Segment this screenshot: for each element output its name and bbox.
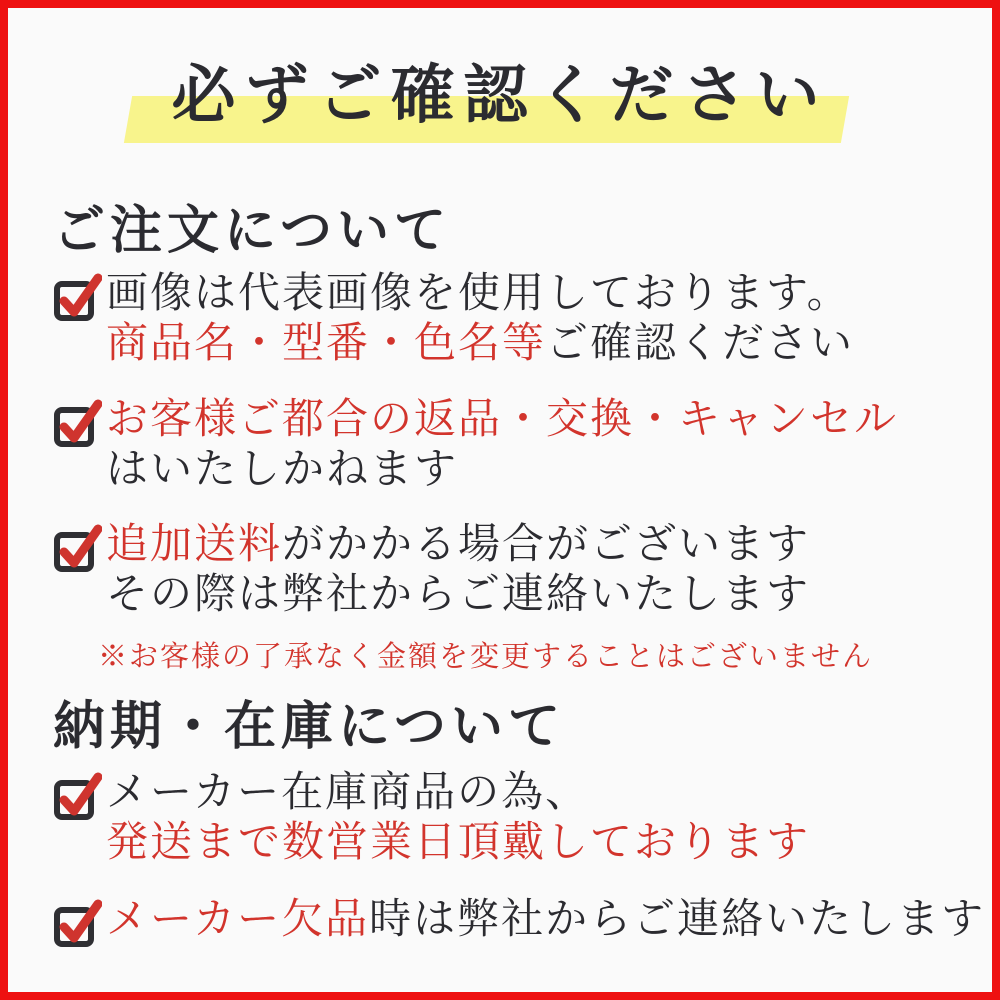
list-item-text (106, 894, 985, 944)
item4-line2-red-text: 発送まで数営業日頂戴しております (106, 817, 811, 866)
item2-line1-red-text: お客様ご都合の返品・交換・キャンセル (106, 394, 899, 443)
item5-line1-red-text: メーカー欠品 (106, 894, 370, 943)
item1-line1 (106, 268, 854, 318)
page-title: 必ずご確認ください (171, 58, 829, 133)
page-title-row (8, 54, 992, 137)
item3-line1-red-text: 追加送料 (106, 519, 283, 568)
note-no-price-change: ※お客様の了承なく金額を変更することはございません (98, 639, 874, 673)
item1-line2-black-text: ご確認ください (546, 318, 855, 367)
list-item-text (106, 519, 810, 619)
checkbox-checked-icon (52, 270, 102, 322)
list-item-text (106, 767, 810, 867)
checkbox-checked-icon (52, 896, 102, 948)
page-title-block (168, 54, 833, 137)
item1-line2 (106, 318, 854, 368)
list-item-text (106, 394, 898, 494)
checkbox-checked-icon (52, 396, 102, 448)
list-item-representative-image (52, 270, 854, 368)
item4-line1 (106, 767, 810, 817)
item5-line1 (106, 894, 985, 944)
item2-line2 (106, 444, 898, 494)
list-item-extra-shipping (52, 521, 810, 619)
item3-line2 (106, 569, 810, 619)
list-item-maker-stock (52, 769, 810, 867)
checkbox-checked-icon (52, 521, 102, 573)
item3-line1-black-text: がかかる場合がございます (282, 519, 811, 568)
item1-line2-red-text: 商品名・型番・色名等 (106, 318, 547, 367)
section-heading-stock: 納期・在庫について (53, 696, 565, 757)
list-item-text (106, 268, 854, 368)
checkbox-checked-icon (52, 769, 102, 821)
list-item-returns (52, 396, 898, 494)
item2-line2-text: はいたしかねます (106, 444, 459, 493)
item4-line2 (106, 817, 810, 867)
item3-line1 (106, 519, 810, 569)
section-heading-order: ご注文について (53, 200, 451, 261)
item5-line1-black-text: 時は弊社からご連絡いたします (369, 894, 986, 943)
item2-line1 (106, 394, 898, 444)
item4-line1-text: メーカー在庫商品の為、 (106, 767, 590, 816)
list-item-maker-shortage (52, 896, 985, 948)
item1-line1-text: 画像は代表画像を使用しております。 (106, 268, 851, 317)
item3-line2-text: その際は弊社からご連絡いたします (106, 569, 811, 618)
